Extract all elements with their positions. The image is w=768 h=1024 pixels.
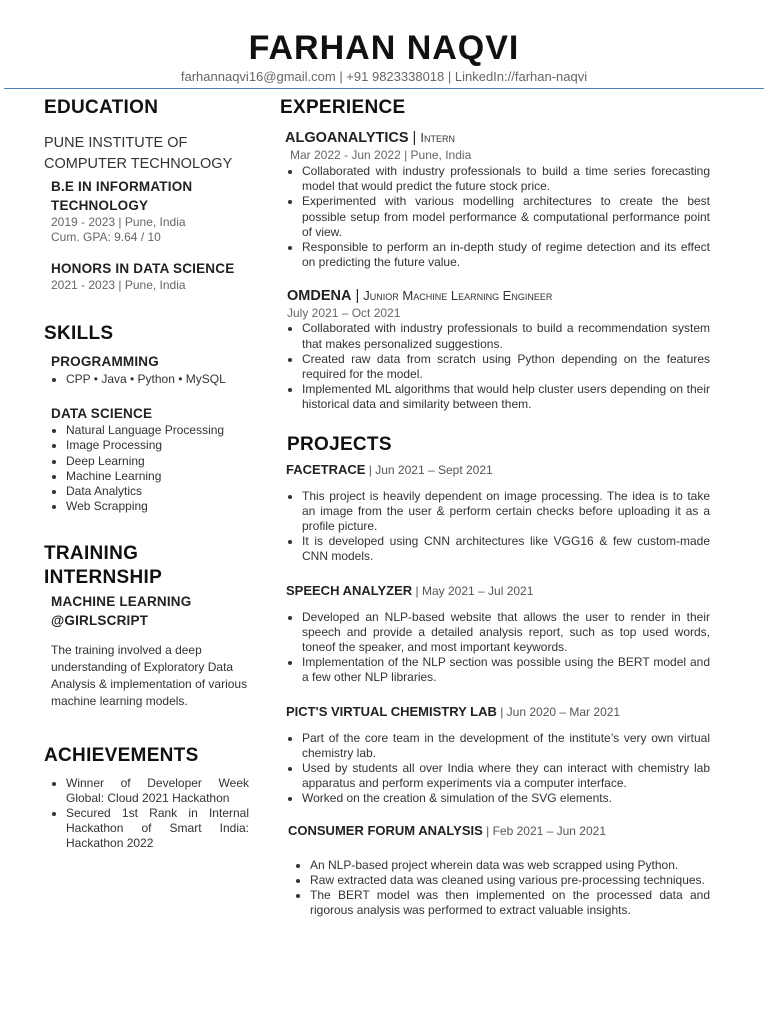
candidate-name: FARHAN NAQVI bbox=[248, 29, 520, 67]
honors-dates: 2021 - 2023 | Pune, India bbox=[51, 278, 186, 292]
list-item: • This project is heavily dependent on image processing. The idea is to take an image from the user & perform certain checks before uploading it as a profile picture. bbox=[302, 489, 710, 535]
list-item: • An NLP-based project wherein data was web scrapped using Python. bbox=[310, 858, 710, 873]
list-item: • Implemented ML algorithms that would help cluster users depending on their historical data and similarity between them. bbox=[302, 382, 710, 412]
project-title-line bbox=[288, 822, 710, 840]
list-item: • Data Analytics bbox=[66, 484, 256, 499]
achievements-heading: ACHIEVEMENTS bbox=[44, 745, 199, 767]
list-item: • Machine Learning bbox=[66, 469, 256, 484]
job-bullets bbox=[280, 321, 710, 412]
projects-heading: PROJECTS bbox=[287, 433, 392, 455]
job-entry bbox=[285, 128, 710, 163]
institute-name-line1: PUNE INSTITUTE OF bbox=[44, 135, 188, 151]
project-title: FACETRACE bbox=[286, 461, 366, 477]
list-item: • Worked on the creation & simulation of the SVG elements. bbox=[302, 791, 710, 806]
resume-header bbox=[0, 28, 768, 86]
project-title: CONSUMER FORUM ANALYSIS bbox=[288, 822, 483, 838]
list-item: • The BERT model was then implemented on the processed data and rigorous analysis was performed to extract valuable insights. bbox=[310, 888, 710, 918]
project-bullets bbox=[280, 489, 710, 565]
list-item: • Part of the core team in the development of the institute’s very own virtual chemistry lab. bbox=[302, 731, 710, 761]
project-date: Feb 2021 – Jun 2021 bbox=[492, 823, 607, 838]
degree-title-line1: B.E IN INFORMATION bbox=[51, 179, 193, 194]
project-title-line bbox=[286, 461, 710, 479]
job-entry bbox=[287, 286, 710, 321]
list-item: • Winner of Developer Week Global: Cloud 2021 Hackathon bbox=[66, 776, 249, 806]
job-separator: | bbox=[408, 130, 421, 146]
list-item: • Developed an NLP-based website that allows the user to render in their speech and provide a detailed analysis report, such as top used words, toneof the speaker, and most important keywords. bbox=[302, 610, 710, 656]
degree-title-line2: TECHNOLOGY bbox=[51, 198, 149, 213]
training-title-line2: @GIRLSCRIPT bbox=[51, 613, 149, 629]
list-item: • Image Processing bbox=[66, 438, 256, 453]
job-bullets bbox=[280, 164, 710, 270]
training-heading-line2: INTERNSHIP bbox=[44, 567, 163, 589]
project-separator: | bbox=[496, 704, 507, 719]
project-title-line bbox=[286, 703, 710, 721]
list-item: • It is developed using CNN architectures like VGG16 & few custom-made CNN models. bbox=[302, 534, 710, 564]
job-company: ALGOANALYTICS bbox=[285, 130, 409, 146]
training-title-line1: MACHINE LEARNING bbox=[51, 594, 192, 610]
job-company: OMDENA bbox=[287, 288, 352, 305]
training-heading-line1: TRAINING bbox=[44, 543, 139, 565]
project-date: May 2021 – Jul 2021 bbox=[421, 583, 534, 598]
project-date: Jun 2020 – Mar 2021 bbox=[506, 704, 621, 719]
header-divider bbox=[4, 88, 764, 89]
list-item: • Implementation of the NLP section was possible using the BERT model and a few other NLP libraries. bbox=[302, 655, 710, 685]
job-dates: Mar 2022 - Jun 2022 | Pune, India bbox=[290, 148, 472, 162]
list-item: • Collaborated with industry professionals to build a time series forecasting model that would predict the future stock price. bbox=[302, 164, 710, 194]
project-title: PICT'S VIRTUAL CHEMISTRY LAB bbox=[286, 703, 497, 719]
list-item: • Deep Learning bbox=[66, 454, 256, 469]
achievements-list bbox=[44, 776, 249, 851]
institute-name-line2: COMPUTER TECHNOLOGY bbox=[44, 156, 233, 172]
data-science-list bbox=[44, 423, 256, 514]
project-separator: | bbox=[412, 583, 422, 598]
list-item: • Secured 1st Rank in Internal Hackathon of Smart India: Hackathon 2022 bbox=[66, 806, 249, 851]
experience-heading: EXPERIENCE bbox=[280, 97, 406, 118]
job-role: Junior Machine Learning Engineer bbox=[363, 288, 553, 304]
data-science-title: DATA SCIENCE bbox=[51, 406, 153, 422]
job-role: Intern bbox=[420, 130, 455, 145]
right-column bbox=[280, 96, 710, 919]
project-bullets bbox=[288, 858, 710, 919]
project-title-line bbox=[286, 582, 710, 600]
degree-gpa: Cum. GPA: 9.64 / 10 bbox=[51, 230, 161, 244]
contact-line: farhannaqvi16@gmail.com | +91 9823338018 | LinkedIn://farhan-naqvi bbox=[180, 69, 588, 84]
training-description: The training involved a deep understanding of Exploratory Data Analysis & implementation of various machine learning models. bbox=[51, 643, 248, 709]
programming-list bbox=[44, 372, 256, 387]
left-column bbox=[44, 96, 256, 851]
list-item: • Used by students all over India where they can interact with chemistry lab apparatus and perform experiments via a computer interface. bbox=[302, 761, 710, 791]
skills-heading: SKILLS bbox=[44, 323, 114, 344]
list-item: • Responsible to perform an in-depth study of regime detection and its effect on predicting the future value. bbox=[302, 240, 710, 270]
degree-dates: 2019 - 2023 | Pune, India bbox=[51, 215, 186, 229]
list-item: • Raw extracted data was cleaned using various pre-processing techniques. bbox=[310, 873, 710, 888]
programming-title: PROGRAMMING bbox=[51, 354, 159, 369]
job-dates: July 2021 – Oct 2021 bbox=[287, 306, 401, 321]
project-separator: | bbox=[482, 823, 493, 838]
job-separator: | bbox=[351, 288, 364, 305]
project-bullets bbox=[280, 731, 710, 807]
list-item: • Created raw data from scratch using Python depending on the features required for the model. bbox=[302, 352, 710, 382]
project-date: Jun 2021 – Sept 2021 bbox=[375, 462, 493, 477]
project-separator: | bbox=[365, 462, 376, 477]
list-item: • Web Scrapping bbox=[66, 499, 256, 514]
list-item: • Natural Language Processing bbox=[66, 423, 256, 438]
project-title: SPEECH ANALYZER bbox=[286, 582, 413, 598]
list-item: • Experimented with various modelling architectures to create the best possible setup from model performance & computational performance point of view. bbox=[302, 194, 710, 240]
project-bullets bbox=[280, 610, 710, 686]
honors-title: HONORS IN DATA SCIENCE bbox=[51, 261, 235, 276]
education-heading: EDUCATION bbox=[44, 97, 159, 118]
list-item: • CPP • Java • Python • MySQL bbox=[66, 372, 256, 387]
list-item: • Collaborated with industry professionals to build a recommendation system that makes personalized suggestions. bbox=[302, 321, 710, 351]
